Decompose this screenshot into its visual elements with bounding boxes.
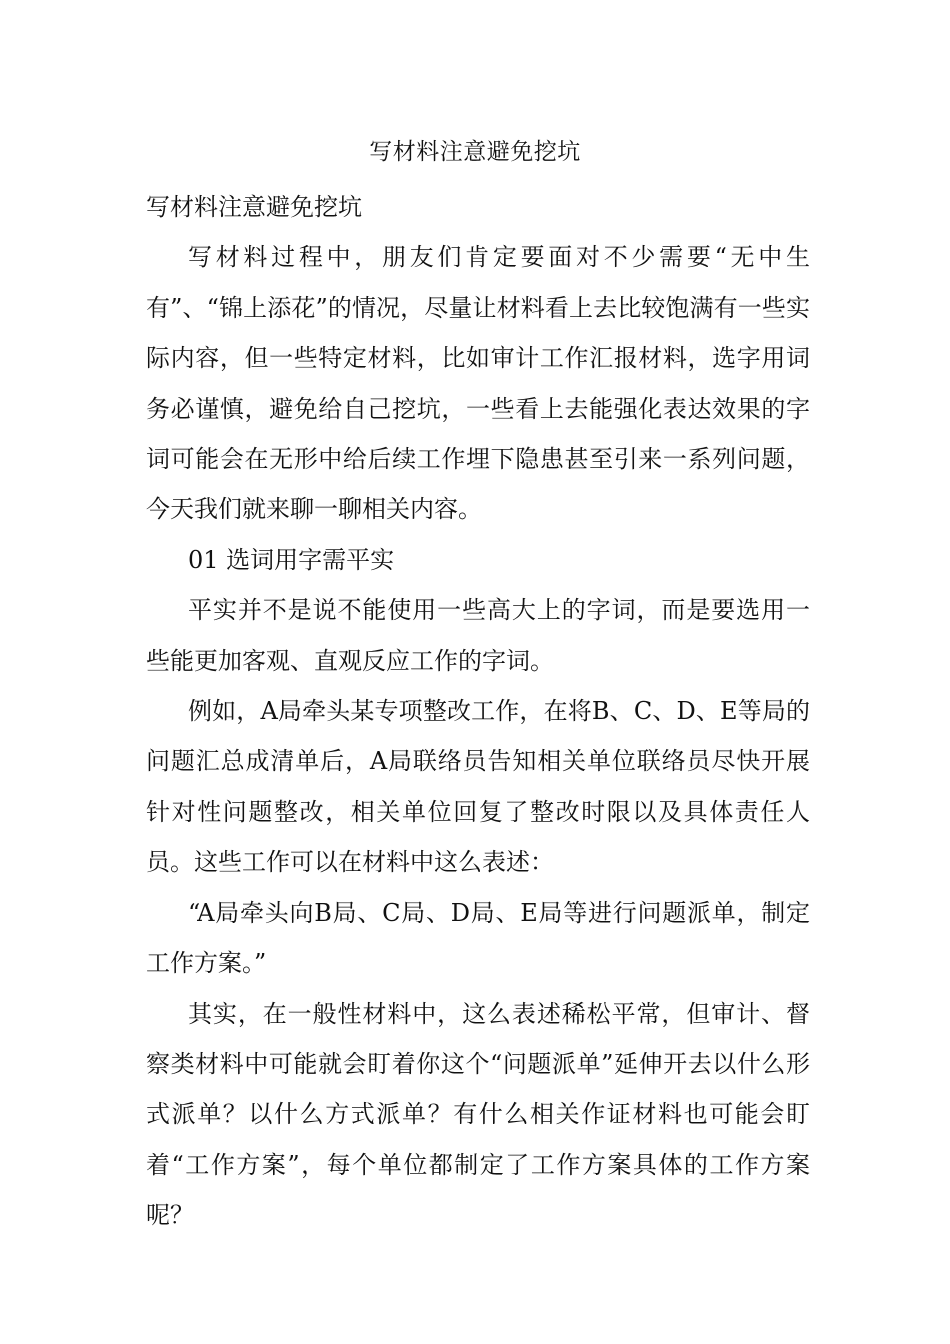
paragraph-intro: 写材料过程中，朋友们肯定要面对不少需要“无中生有”、“锦上添花”的情况，尽量让材料看上去比较饱满有一些实际内容，但一些特定材料，比如审计工作汇报材料，选字用词务必谨慎，避免给自己挖坑，一些看上去能强化表达效果的字词可能会在无形中给后续工作埋下隐患甚至引来一系列问题，今天我们就来聊一聊相关内容。 <box>146 243 810 524</box>
document-title: 写材料注意避免挖坑 <box>369 139 581 165</box>
paragraph-quote: “A局牵头向B局、C局、D局、E局等进行问题派单，制定工作方案。” <box>146 898 810 978</box>
paragraph-example: 例如，A局牵头某专项整改工作，在将B、C、D、E等局的问题汇总成清单后，A局联络员告知相关单位联络员尽快开展针对性问题整改，相关单位回复了整改时限以及具体责任人员。这些工作可以在材料中这么表述： <box>146 697 810 877</box>
paragraph-plain-words: 平实并不是说不能使用一些高大上的字词，而是要选用一些能更加客观、直观反应工作的字词。 <box>146 596 810 675</box>
document-subtitle: 写材料注意避免挖坑 <box>146 193 362 221</box>
section-heading: 01 选词用字需平实 <box>188 545 395 574</box>
paragraph-analysis: 其实，在一般性材料中，这么表述稀松平常，但审计、督察类材料中可能就会盯着你这个“问题派单”延伸开去以什么形式派单？以什么方式派单？有什么相关作证材料也可能会盯着“工作方案”，每个单位都制定了工作方案具体的工作方案呢？ <box>146 999 810 1230</box>
document-body <box>146 182 810 1241</box>
